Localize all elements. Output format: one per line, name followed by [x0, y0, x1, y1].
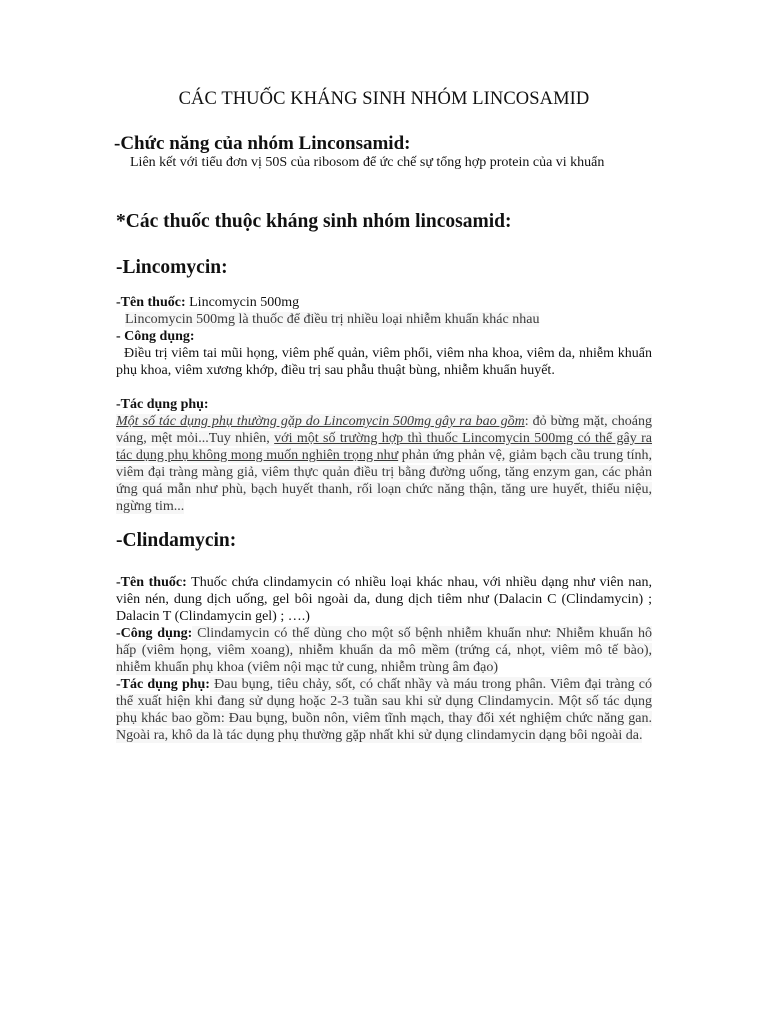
document-title: CÁC THUỐC KHÁNG SINH NHÓM LINCOSAMID	[178, 89, 590, 109]
clindamycin-use	[116, 625, 652, 676]
lincomycin-description-text: Lincomycin 500mg là thuốc để điều trị nhiều loại nhiễm khuẩn khác nhau	[125, 312, 540, 327]
function-text-body: Liên kết với tiểu đơn vị 50S của ribosom để ức chế sự tổng hợp protein của vi khuẩn	[130, 155, 605, 170]
lincomycin-side-label-line	[116, 396, 652, 413]
lincomycin-use-label-line	[116, 328, 652, 345]
lincomycin-side-part1: : đỏ bừng mặt, choáng váng, mệt mỏi...Tuy nhiên,	[116, 414, 652, 446]
lincomycin-description	[125, 311, 652, 328]
lincomycin-name	[116, 294, 652, 311]
function-heading: -Chức năng của nhóm Linconsamid:	[114, 133, 411, 154]
lincomycin-use-text: Điều trị viêm tai mũi họng, viêm phế quản, viêm phổi, viêm nha khoa, viêm da, nhiễm khuẩn phụ khoa, viêm xương khớp, điều trị sau phẫu thuật bùng, nhiễm khuẩn huyết.	[116, 346, 652, 378]
lincomycin-side-intro: Một số tác dụng phụ thường gặp do Lincomycin 500mg gây ra bao gồm	[116, 414, 525, 429]
lincomycin-heading: -Lincomycin:	[116, 257, 228, 278]
lincomycin-use-label: - Công dụng:	[116, 329, 195, 344]
clindamycin-name	[116, 574, 652, 625]
clindamycin-name-text: Thuốc chứa clindamycin có nhiều loại khác nhau, với nhiều dạng như viên nan, viên nén, dung dịch uống, gel bôi ngoài da, dung dịch tiêm như (Dalacin C (Clindamycin) ; Dalacin T (Clindamycin gel) ; ….)	[116, 575, 652, 624]
lincomycin-name-label: -Tên thuốc:	[116, 295, 186, 310]
lincomycin-side-text	[116, 413, 652, 515]
lincomycin-name-value: Lincomycin 500mg	[185, 295, 300, 310]
clindamycin-side-label: -Tác dụng phụ:	[116, 677, 210, 692]
clindamycin-side	[116, 676, 652, 744]
drugs-heading: *Các thuốc thuộc kháng sinh nhóm lincosamid:	[116, 211, 512, 232]
function-text	[122, 154, 652, 171]
lincomycin-side-label: -Tác dụng phụ:	[116, 397, 209, 412]
clindamycin-side-text: Đau bụng, tiêu chảy, sốt, có chất nhầy và máu trong phân. Viêm đại tràng có thể xuất hiện khi đang sử dụng hoặc 2-3 tuần sau khi sử dụng Clindamycin. Một số tác dụng phụ khác bao gồm: Đau bụng, buồn nôn, viêm tĩnh mạch, thay đổi xét nghiệm chức năng gan. Ngoài ra, khô da là tác dụng phụ thường gặp nhất khi sử dụng clindamycin dạng bôi ngoài da.	[116, 677, 652, 743]
lincomycin-side-part2: phản ứng phản vệ, giảm bạch cầu trung tính, viêm đại tràng màng giả, viêm thực quản điều trị bằng đường uống, tăng enzym gan, các phản ứng quá mẫn như phù, bạch huyết thanh, rối loạn chức năng thận, tăng ure huyết, thiểu niệu, ngừng tim...	[116, 448, 652, 514]
clindamycin-heading: -Clindamycin:	[116, 530, 237, 551]
clindamycin-use-label: -Công dụng:	[116, 626, 193, 641]
clindamycin-use-text: Clindamycin có thể dùng cho một số bệnh nhiễm khuẩn như: Nhiễm khuẩn hô hấp (viêm họng, viêm xoang), nhiễm khuẩn da mô mềm (trứng cá, nhọt, viêm mô tế bào), nhiễm khuẩn phụ khoa (viêm nội mạc tử cung, nhiễm trùng âm đạo)	[116, 626, 652, 675]
clindamycin-name-label: -Tên thuốc:	[116, 575, 187, 590]
lincomycin-side-underlined: với một số trường hợp thì thuốc Lincomycin 500mg có thể gây ra tác dụng phụ không mong muốn nghiên trọng như	[116, 431, 653, 463]
